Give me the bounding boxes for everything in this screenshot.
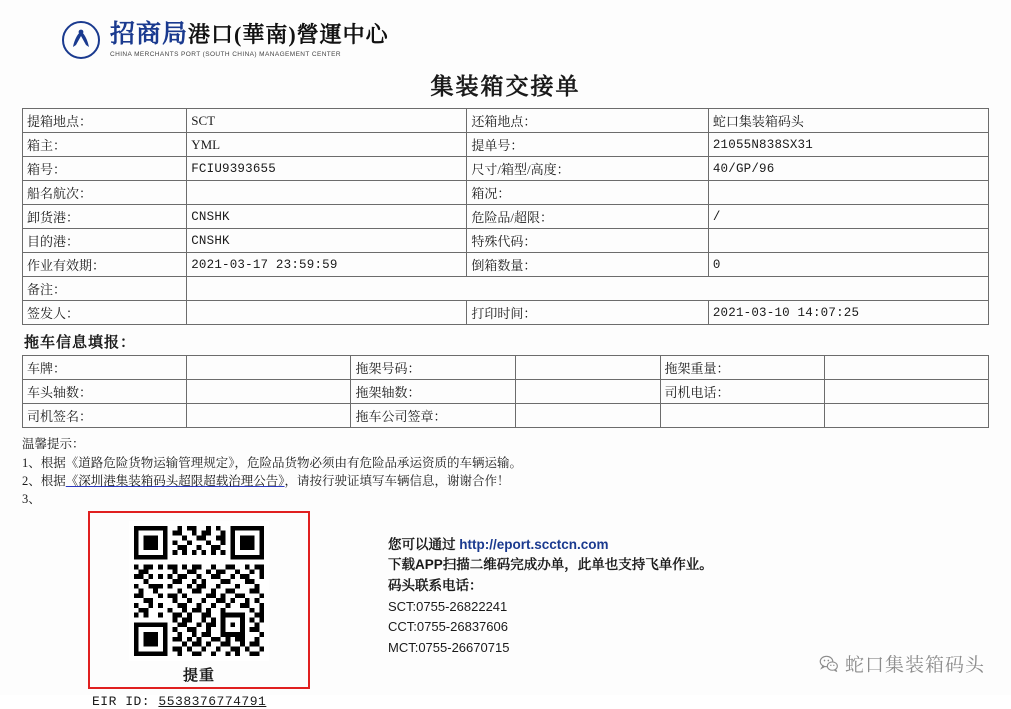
table-row <box>23 205 989 229</box>
field-value <box>515 404 660 428</box>
company-name-en: CHINA MERCHANTS PORT (SOUTH CHINA) MANAGEMENT CENTER <box>110 50 341 58</box>
app-instruction: 下载APP扫描二维码完成办单，此单也支持飞单作业。 <box>388 557 713 573</box>
field-value: 2021-03-10 14:07:25 <box>708 301 988 325</box>
field-label: 特殊代码： <box>467 229 709 253</box>
field-label: 船名航次： <box>23 181 187 205</box>
table-row <box>23 133 989 157</box>
field-value <box>660 404 824 428</box>
field-value <box>515 356 660 380</box>
table-row <box>23 181 989 205</box>
field-value <box>187 301 467 325</box>
phone-mct: MCT:0755-26670715 <box>388 639 510 655</box>
watermark-text: 蛇口集装箱码头 <box>844 655 985 676</box>
field-value: 0 <box>708 253 988 277</box>
field-label: 签发人： <box>23 301 187 325</box>
table-row-remark <box>23 277 989 301</box>
field-label: 提单号： <box>467 133 709 157</box>
field-label: 拖架轴数： <box>351 380 515 404</box>
field-label: 箱况： <box>467 181 709 205</box>
field-value: CNSHK <box>187 205 467 229</box>
contact-info-block <box>388 535 713 689</box>
field-label: 倒箱数量： <box>467 253 709 277</box>
field-value: CNSHK <box>187 229 467 253</box>
company-name-cn-2: 港口(華南)營運中心 <box>188 22 389 48</box>
note-2-prefix: 2、根据 <box>22 474 66 489</box>
phone-cct: CCT:0755-26837606 <box>388 619 508 635</box>
field-value <box>187 277 989 301</box>
field-value <box>824 404 988 428</box>
field-value <box>187 356 351 380</box>
field-label: 打印时间： <box>467 301 709 325</box>
eir-id-line <box>92 694 266 709</box>
field-value <box>708 229 988 253</box>
phone-sct: SCT:0755-26822241 <box>388 599 508 615</box>
field-value <box>187 404 351 428</box>
field-label: 箱号： <box>23 157 187 181</box>
qr-caption: 提重 <box>182 667 215 684</box>
terminal-phone-title: 码头联系电话： <box>388 578 483 594</box>
field-label: 车头轴数： <box>23 380 187 404</box>
anchor-circle-icon <box>62 21 100 59</box>
field-value: / <box>708 205 988 229</box>
field-value: SCT <box>187 109 467 133</box>
portal-prefix: 您可以通过 <box>388 536 456 552</box>
page-title: 集装箱交接单 <box>430 74 581 99</box>
table-row <box>23 109 989 133</box>
field-label: 拖架重量： <box>660 356 824 380</box>
field-label: 危险品/超限： <box>467 205 709 229</box>
field-value <box>824 356 988 380</box>
table-row <box>23 356 989 380</box>
eir-label: EIR ID: <box>92 693 151 709</box>
portal-url[interactable]: http://eport.scctcn.com <box>459 536 609 552</box>
field-label: 目的港： <box>23 229 187 253</box>
field-value <box>824 380 988 404</box>
field-value: 40/GP/96 <box>708 157 988 181</box>
field-value <box>187 181 467 205</box>
note-item-3: 3、 <box>22 492 41 507</box>
field-label: 司机签名： <box>23 404 187 428</box>
table-row <box>23 380 989 404</box>
field-value <box>515 380 660 404</box>
company-name-cn-1: 招商局 <box>110 21 189 49</box>
field-label: 尺寸/箱型/高度： <box>467 157 709 181</box>
field-label: 车牌： <box>23 356 187 380</box>
table-row <box>23 157 989 181</box>
trailer-info-table <box>22 355 989 428</box>
field-label: 箱主： <box>23 133 187 157</box>
field-value: 蛇口集装箱码头 <box>708 109 988 133</box>
field-label: 提箱地点： <box>23 109 187 133</box>
portal-line <box>388 535 713 556</box>
field-label: 卸货港： <box>23 205 187 229</box>
field-value: 21055N838SX31 <box>708 133 988 157</box>
trailer-section-title: 拖车信息填报： <box>24 335 137 351</box>
field-value <box>708 181 988 205</box>
notes-title: 温馨提示： <box>22 437 85 451</box>
note-2-link[interactable]: 《深圳港集装箱码头超限超载治理公告》 <box>65 474 285 489</box>
note-item-1: 1、根据《道路危险货物运输管理规定》，危险品货物必须由有危险品承运资质的车辆运输。 <box>22 456 523 471</box>
wechat-watermark <box>819 650 985 677</box>
note-2-suffix: ，请按行驶证填写车辆信息，谢谢合作！ <box>284 474 510 489</box>
field-label: 备注： <box>23 277 187 301</box>
field-label: 作业有效期： <box>23 253 187 277</box>
field-label: 拖车公司签章： <box>351 404 515 428</box>
qr-code-box <box>88 511 310 709</box>
field-value: YML <box>187 133 467 157</box>
note-item-2 <box>22 472 989 490</box>
table-row <box>23 404 989 428</box>
table-row <box>23 253 989 277</box>
company-name-block <box>110 22 389 57</box>
company-header <box>22 10 989 66</box>
notes-block <box>22 435 989 509</box>
eir-id-value: 5538376774791 <box>158 693 267 709</box>
table-row-issuer <box>23 301 989 325</box>
field-value: 2021-03-17 23:59:59 <box>187 253 467 277</box>
field-value <box>187 380 351 404</box>
wechat-icon <box>819 654 839 674</box>
field-label: 还箱地点： <box>467 109 709 133</box>
field-label: 拖架号码： <box>351 356 515 380</box>
qr-code-image[interactable] <box>129 521 269 661</box>
container-info-table <box>22 108 989 325</box>
field-label: 司机电话： <box>660 380 824 404</box>
company-name-cn <box>110 22 389 48</box>
table-row <box>23 229 989 253</box>
field-value: FCIU9393655 <box>187 157 467 181</box>
